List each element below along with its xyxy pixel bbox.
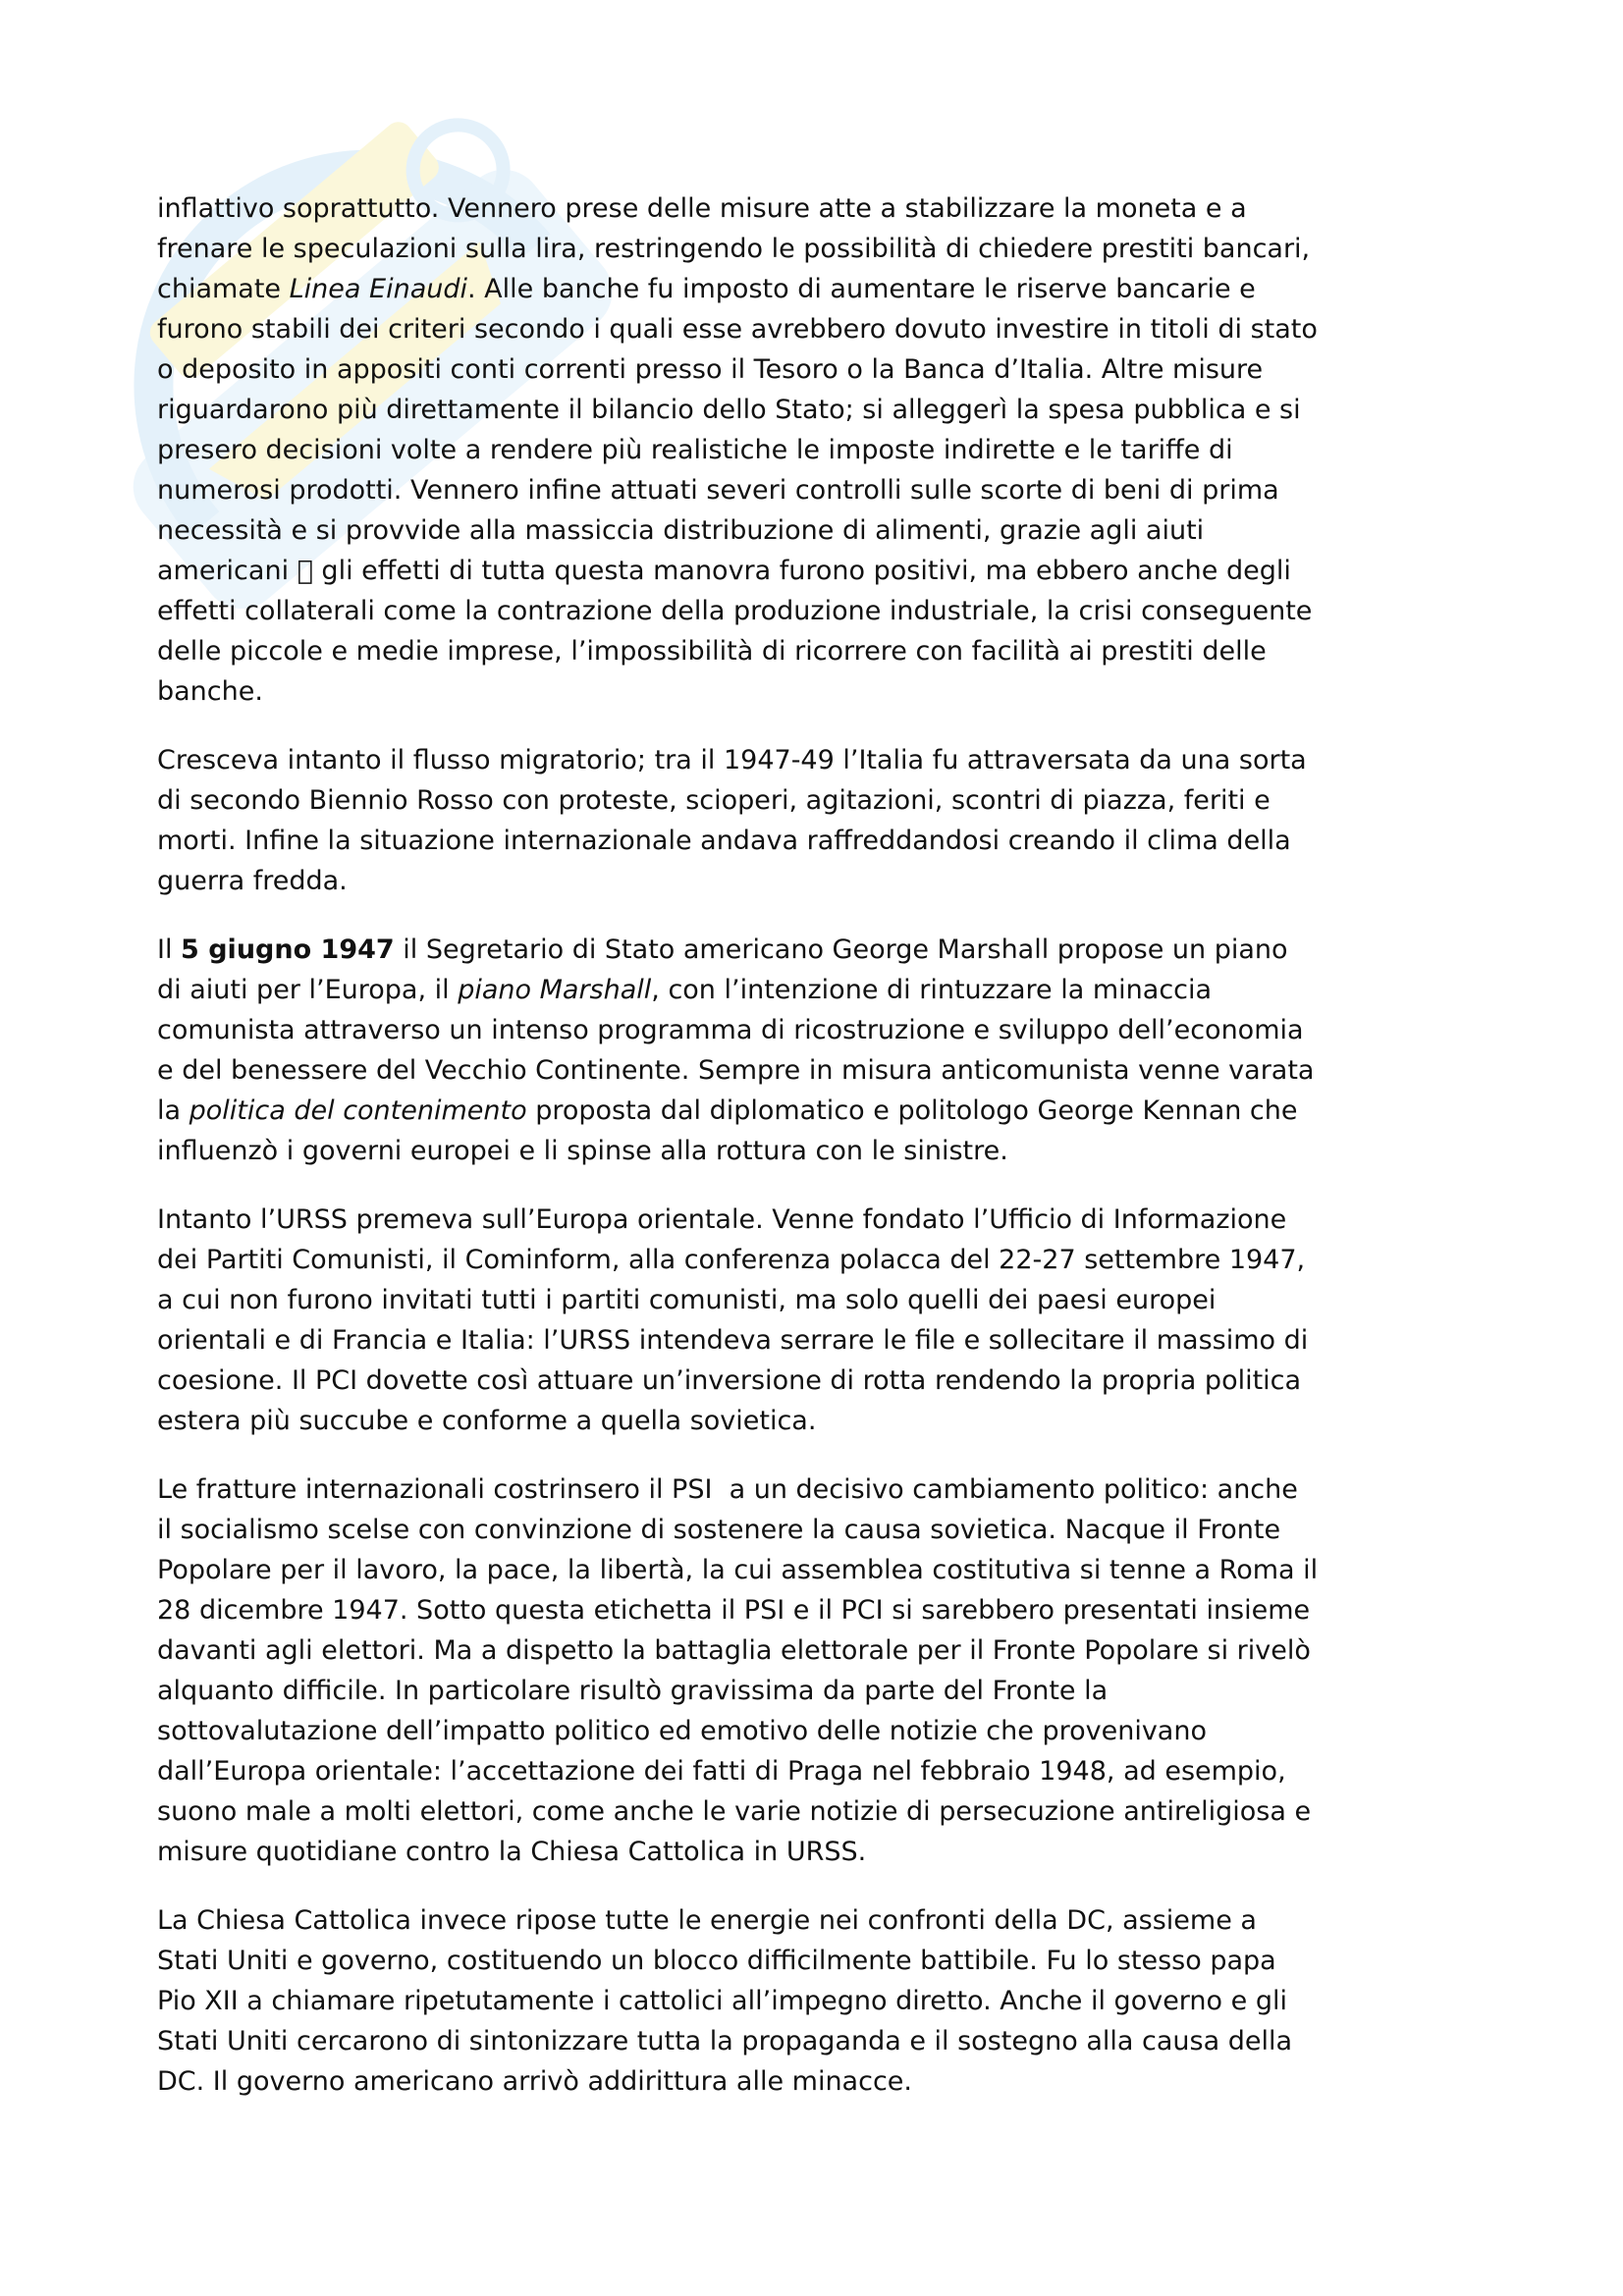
text-run: coesione. Il PCI dovette così attuare un’inversione di rotta rendendo la propria politica	[157, 1365, 1302, 1396]
text-line	[157, 591, 1318, 631]
text-run: furono stabili dei criteri secondo i quali esse avrebbero dovuto investire in titoli di stato	[157, 314, 1318, 345]
text-line	[157, 510, 1318, 551]
text-run: o deposito in appositi conti correnti presso il Tesoro o la Banca d’Italia. Altre misure	[157, 354, 1264, 385]
italic-text: Linea Einaudi	[289, 274, 468, 304]
text-run: dei Partiti Comunisti, il Cominform, alla conferenza polacca del 22-27 settembre 1947,	[157, 1245, 1306, 1275]
text-line	[157, 1320, 1318, 1361]
text-run: . Alle banche fu imposto di aumentare le riserve bancarie e	[467, 274, 1256, 304]
text-run: banche.	[157, 676, 263, 707]
text-run: americani gli effetti di tutta questa manovra furono positivi, ma ebbero anche degli	[157, 556, 1284, 586]
text-run: dall’Europa orientale: l’accettazione dei fatti di Praga nel febbraio 1948, ad esempio,	[157, 1756, 1286, 1787]
italic-text: piano Marshall	[458, 975, 652, 1005]
text-run: chiamate	[157, 274, 290, 304]
paragraph	[157, 1469, 1318, 1872]
paragraph	[157, 740, 1318, 901]
italic-text: politica del contenimento	[189, 1095, 527, 1126]
text-run: inflattivo soprattutto. Vennero prese delle misure atte a stabilizzare la moneta e a	[157, 193, 1247, 224]
text-run: presero decisioni volte a rendere più realistiche le imposte indirette e le tariffe di	[157, 435, 1233, 465]
text-line	[157, 1361, 1318, 1401]
text-line	[157, 1401, 1318, 1441]
text-run: DC. Il governo americano arrivò addirittura alle minacce.	[157, 2066, 912, 2097]
text-run: Il	[157, 934, 182, 965]
text-run: Intanto l’URSS premeva sull’Europa orientale. Venne fondato l’Ufficio di Informazione	[157, 1204, 1287, 1235]
document-body	[157, 188, 1318, 2130]
text-run: Popolare per il lavoro, la pace, la libertà, la cui assemblea costitutiva si tenne a Roma il	[157, 1555, 1319, 1585]
text-run: , con l’intenzione di rintuzzare la minaccia	[651, 975, 1213, 1005]
text-line	[157, 1200, 1318, 1240]
text-run: guerra fredda.	[157, 866, 348, 896]
text-run: Pio XII a chiamare ripetutamente i cattolici all’impegno diretto. Anche il governo e gli	[157, 1986, 1287, 2016]
text-run: misure quotidiane contro la Chiesa Cattolica in URSS.	[157, 1837, 867, 1867]
text-line	[157, 930, 1318, 970]
text-run: il socialismo scelse con convinzione di sostenere la causa sovietica. Nacque il Fronte	[157, 1515, 1281, 1545]
text-line	[157, 1240, 1318, 1280]
text-run: orientali e di Francia e Italia: l’URSS intendeva serrare le file e sollecitare il massimo di	[157, 1325, 1309, 1356]
text-line	[157, 1469, 1318, 1510]
text-line	[157, 229, 1318, 269]
text-line	[157, 631, 1318, 671]
text-line	[157, 1941, 1318, 1981]
text-line	[157, 309, 1318, 349]
text-run: La Chiesa Cattolica invece ripose tutte le energie nei confronti della DC, assieme a	[157, 1905, 1257, 1936]
text-line	[157, 1131, 1318, 1171]
text-line	[157, 1711, 1318, 1751]
text-run: Le fratture internazionali costrinsero il PSI a un decisivo cambiamento politico: anche	[157, 1474, 1298, 1505]
text-line	[157, 970, 1318, 1010]
text-run: 28 dicembre 1947. Sotto questa etichetta il PSI e il PCI si sarebbero presentati insieme	[157, 1595, 1311, 1626]
text-line	[157, 1630, 1318, 1671]
text-run: numerosi prodotti. Vennero infine attuati severi controlli sulle scorte di beni di prima	[157, 475, 1279, 506]
text-line	[157, 2061, 1318, 2102]
text-run: comunista attraverso un intenso programma di ricostruzione e sviluppo dell’economia	[157, 1015, 1304, 1045]
text-line	[157, 1280, 1318, 1320]
text-run: Stati Uniti e governo, costituendo un blocco difficilmente battibile. Fu lo stesso papa	[157, 1946, 1276, 1976]
text-line	[157, 1791, 1318, 1832]
text-line	[157, 1832, 1318, 1872]
text-run: proposta dal diplomatico e politologo George Kennan che	[526, 1095, 1298, 1126]
text-run: e del benessere del Vecchio Continente. Sempre in misura anticomunista venne varata	[157, 1055, 1315, 1086]
text-line	[157, 671, 1318, 712]
text-line	[157, 188, 1318, 229]
text-line	[157, 1671, 1318, 1711]
text-run: delle piccole e medie imprese, l’impossibilità di ricorrere con facilità ai prestiti delle	[157, 636, 1267, 667]
paragraph	[157, 1200, 1318, 1441]
text-run: di aiuti per l’Europa, il	[157, 975, 459, 1005]
text-line	[157, 1590, 1318, 1630]
paragraph	[157, 188, 1318, 712]
text-line	[157, 1751, 1318, 1791]
text-run: effetti collaterali come la contrazione della produzione industriale, la crisi conseguente	[157, 596, 1313, 626]
text-line	[157, 1010, 1318, 1050]
text-line	[157, 861, 1318, 901]
bold-text: 5 giugno 1947	[181, 934, 395, 965]
text-line	[157, 1981, 1318, 2021]
text-line	[157, 1550, 1318, 1590]
text-run: estera più succube e conforme a quella sovietica.	[157, 1406, 817, 1436]
text-line	[157, 390, 1318, 430]
paragraph	[157, 1900, 1318, 2102]
text-run: suono male a molti elettori, come anche le varie notizie di persecuzione antireligiosa e	[157, 1796, 1312, 1827]
text-run: frenare le speculazioni sulla lira, restringendo le possibilità di chiedere prestiti bancari,	[157, 234, 1311, 264]
text-run: alquanto difficile. In particolare risultò gravissima da parte del Fronte la	[157, 1676, 1109, 1706]
text-line	[157, 1050, 1318, 1091]
text-run: riguardarono più direttamente il bilancio dello Stato; si alleggerì la spesa pubblica e si	[157, 395, 1301, 425]
text-line	[157, 349, 1318, 390]
text-run: sottovalutazione dell’impatto politico ed emotivo delle notizie che provenivano	[157, 1716, 1207, 1746]
text-run: la	[157, 1095, 189, 1126]
text-run: morti. Infine la situazione internazionale andava raffreddandosi creando il clima della	[157, 826, 1291, 856]
text-line	[157, 430, 1318, 470]
text-run: davanti agli elettori. Ma a dispetto la battaglia elettorale per il Fronte Popolare si rivelò	[157, 1635, 1311, 1666]
text-run: necessità e si provvide alla massiccia distribuzione di alimenti, grazie agli aiuti	[157, 515, 1205, 546]
text-line	[157, 2021, 1318, 2061]
text-line	[157, 740, 1318, 780]
text-line	[157, 1091, 1318, 1131]
text-line	[157, 821, 1318, 861]
text-run: influenzò i governi europei e li spinse alla rottura con le sinistre.	[157, 1136, 1008, 1166]
text-line	[157, 269, 1318, 309]
text-run: a cui non furono invitati tutti i partiti comunisti, ma solo quelli dei paesi europei	[157, 1285, 1217, 1315]
text-run: Cresceva intanto il flusso migratorio; tra il 1947-49 l’Italia fu attraversata da una sorta	[157, 745, 1307, 775]
text-line	[157, 470, 1318, 510]
text-line	[157, 1510, 1318, 1550]
text-line	[157, 780, 1318, 821]
text-run: il Segretario di Stato americano George Marshall propose un piano	[394, 934, 1288, 965]
text-line	[157, 1900, 1318, 1941]
text-line	[157, 551, 1318, 591]
paragraph	[157, 930, 1318, 1171]
text-run: di secondo Biennio Rosso con proteste, scioperi, agitazioni, scontri di piazza, feriti e	[157, 785, 1271, 816]
text-run: Stati Uniti cercarono di sintonizzare tutta la propaganda e il sostegno alla causa della	[157, 2026, 1292, 2056]
